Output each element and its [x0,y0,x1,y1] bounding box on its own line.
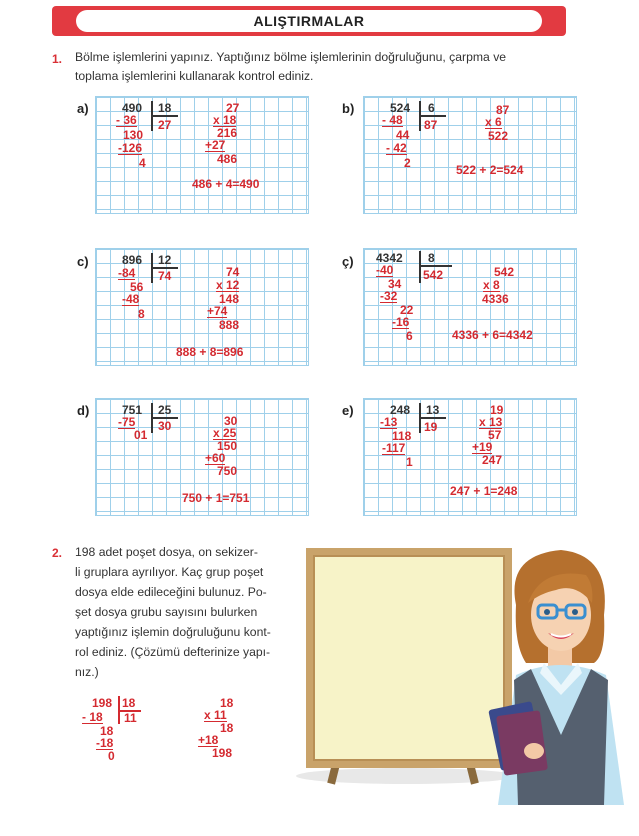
part-a-mult-1: 27 [226,101,240,115]
part-b-mult-3: 522 [488,129,509,143]
question-2-line-2: li gruplara ayrılıyor. Kaç grup poşet [75,565,264,579]
question-1-line-1: Bölme işlemlerini yapınız. Yaptığınız bölme işlemlerinin doğruluğunu, çarpma ve [75,50,507,64]
question-2-line-7: nız.) [75,665,99,679]
part-e-remainder: 1 [406,455,413,469]
part-c-remainder-1: 56 [130,280,144,294]
q2-mult-3: 18 [220,721,234,735]
part-d-mult-1: 30 [224,414,238,428]
part-b-mult-2: x 6 [485,115,502,129]
part-a-remainder-1: 130 [123,128,144,142]
part-a-divisor: 18 [158,101,172,115]
part-a-remainder: 4 [139,156,146,170]
part-b-remainder-1: 44 [396,128,410,142]
teacher-illustration [486,545,636,805]
part-c-mult-5: 888 [219,318,240,332]
part-a-mult-2: x 18 [213,113,237,127]
part-b-divisor: 6 [428,101,435,115]
question-1-number: 1. [52,52,63,66]
part-d-quotient: 30 [158,419,172,433]
part-c-cedilla-division-bar [419,251,421,283]
q2-divisor: 18 [122,696,136,710]
part-e-mult-5: 247 [482,453,503,467]
part-e-mult-4: +19 [472,440,493,454]
part-e-mult-2: x 13 [479,415,503,429]
part-d-mult-2: x 25 [213,426,237,440]
question-1-text [75,48,595,86]
question-2-line-6: rol ediniz. (Çözümü defterinize yapı- [75,645,271,659]
part-c-cedilla-remainder-2: 22 [400,303,414,317]
q2-step-1: - 18 [82,710,103,724]
part-a-label: a) [77,101,89,116]
part-d-divisor: 25 [158,403,172,417]
part-a-quotient-line [152,115,178,117]
q2-remainder-1: 18 [100,724,114,738]
part-c-cedilla-dividend: 4342 [376,251,403,265]
question-2-line-4: şet dosya grubu sayısını bulurken [75,605,258,619]
part-b-step-1: - 48 [382,113,403,127]
part-c-cedilla-remainder: 6 [406,329,413,343]
part-e-quotient-line [420,417,446,419]
part-e-quotient: 19 [424,420,438,434]
part-b-mult-1: 87 [496,103,510,117]
part-e-remainder-1: 118 [392,429,412,443]
part-e-dividend: 248 [390,403,411,417]
part-d-label: d) [77,403,90,418]
part-d-dividend: 751 [122,403,143,417]
question-2-text [75,542,305,682]
part-c-cedilla-step-3: -16 [392,315,410,329]
part-b-dividend: 524 [390,101,411,115]
part-a-mult-4: +27 [205,138,226,152]
part-c-remainder: 8 [138,307,145,321]
part-c-cedilla-mult-1: 542 [494,265,515,279]
part-e-divisor: 13 [426,403,440,417]
part-c-dividend: 896 [122,253,143,267]
part-c-grid [95,248,309,366]
part-e-step-1: -13 [380,415,398,429]
part-a-mult-5: 486 [217,152,238,166]
part-c-step-1: -84 [118,266,136,280]
part-c-cedilla-mult-3: 4336 [482,292,509,306]
part-c-cedilla-step-2: -32 [380,289,398,303]
part-c-mult-1: 74 [226,265,240,279]
part-d-remainder: 01 [134,428,148,442]
part-c-cedilla-mult-2: x 8 [483,278,500,292]
question-1-line-2: toplama işlemlerini kullanarak kontrol ediniz. [75,69,314,83]
part-c-check: 888 + 8=896 [176,345,244,359]
part-c-step-2: -48 [122,292,140,306]
part-c-label: c) [77,254,89,269]
part-b-quotient: 87 [424,118,438,132]
part-c-cedilla-label: ç) [342,254,354,269]
part-c-quotient: 74 [158,269,172,283]
question-2-line-5: yaptığınız işlemin doğruluğunu kont- [75,625,271,639]
question-2-line-1: 198 adet poşet dosya, on sekizer- [75,545,258,559]
part-c-cedilla-quotient: 542 [423,268,444,282]
part-c-mult-4: +74 [207,304,228,318]
q2-mult-1: 18 [220,696,234,710]
part-d-check: 750 + 1=751 [182,491,250,505]
part-d-mult-3: 150 [217,439,238,453]
q2-remainder: 0 [108,749,115,763]
part-a-grid [95,96,309,214]
page-title: ALIŞTIRMALAR [76,10,542,32]
part-c-cedilla-divisor: 8 [428,251,435,265]
part-c-cedilla-step-1: -40 [376,263,394,277]
q2-quotient: 11 [124,711,137,725]
part-d-mult-5: 750 [217,464,238,478]
part-a-dividend: 490 [122,101,143,115]
part-a-step-2: -126 [118,141,143,155]
part-b-quotient-line [420,115,446,117]
easel-board [306,548,512,768]
part-c-divisor: 12 [158,253,172,267]
part-a-step-1: - 36 [116,113,137,127]
part-e-label: e) [342,403,354,418]
part-c-cedilla-grid [363,248,577,366]
part-b-step-2: - 42 [386,141,407,155]
part-e-step-2: -117 [382,441,406,455]
part-c-cedilla-check: 4336 + 6=4342 [452,328,533,342]
part-c-cedilla-remainder-1: 34 [388,277,402,291]
q2-step-2: -18 [96,736,114,750]
part-a-quotient: 27 [158,118,172,132]
part-a-check: 486 + 4=490 [192,177,260,191]
part-c-mult-3: 148 [219,292,240,306]
part-e-check: 247 + 1=248 [450,484,518,498]
part-b-label: b) [342,101,355,116]
part-d-step-1: -75 [118,415,136,429]
part-e-grid [363,398,577,516]
part-a-mult-3: 216 [217,126,238,140]
part-e-mult-3: 57 [488,428,502,442]
part-c-mult-2: x 12 [216,278,240,292]
question-2-number: 2. [52,546,63,560]
part-d-mult-4: +60 [205,451,226,465]
q2-mult-5: 198 [212,746,233,760]
part-d-grid [95,398,309,516]
part-b-grid [363,96,577,214]
question-2-line-3: dosya elde edileceğini bulunuz. Po- [75,585,267,599]
part-e-mult-1: 19 [490,403,504,417]
q2-mult-2: x 11 [204,708,227,722]
part-c-cedilla-quotient-line [420,265,452,267]
part-b-remainder: 2 [404,156,411,170]
part-b-check: 522 + 2=524 [456,163,524,177]
q2-dividend: 198 [92,696,113,710]
q2-mult-4: +18 [198,733,219,747]
